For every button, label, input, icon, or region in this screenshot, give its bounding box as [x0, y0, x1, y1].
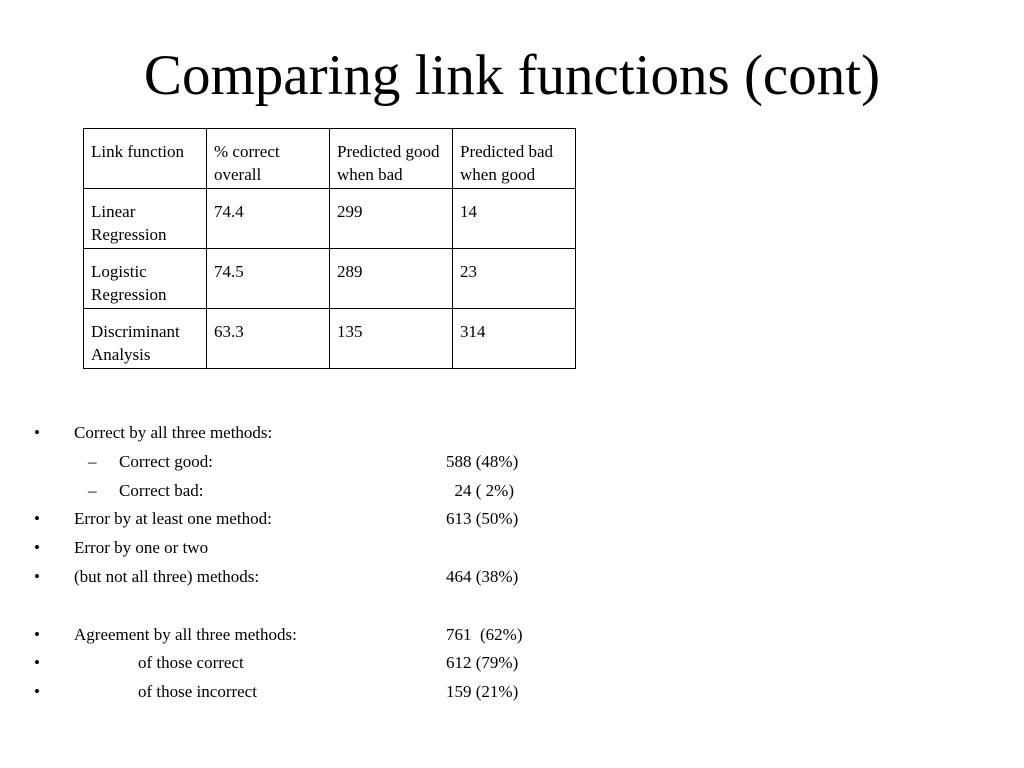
sub-bullet-item [0, 479, 1024, 508]
table-cell: 74.4 [207, 189, 330, 249]
bullet-label: Correct good: [119, 451, 213, 471]
table-header-cell: % correct overall [207, 129, 330, 189]
table-cell: 289 [330, 249, 453, 309]
sub-bullet-item [0, 450, 1024, 479]
table-cell: Linear Regression [84, 189, 207, 249]
bullet-item [0, 651, 1024, 680]
table-cell: 74.5 [207, 249, 330, 309]
table-header-cell: Predicted bad when good [453, 129, 576, 189]
table-cell: 63.3 [207, 309, 330, 369]
table-cell: Logistic Regression [84, 249, 207, 309]
bullet-value: 159 (21%) [446, 682, 519, 702]
table-header-row [84, 129, 576, 189]
bullet-label: of those correct [138, 653, 244, 673]
bullet-value: 24 ( 2%) [446, 480, 514, 500]
table-header-cell: Predicted good when bad [330, 129, 453, 189]
bullet-marker: • [34, 538, 40, 558]
table-cell: 135 [330, 309, 453, 369]
bullet-value: 761 (62%) [446, 624, 523, 644]
table-row [84, 249, 576, 309]
bullet-item [0, 536, 1024, 565]
bullet-value: 464 (38%) [446, 566, 519, 586]
table-row [84, 309, 576, 369]
bullet-item [0, 421, 1024, 450]
bullet-item [0, 680, 1024, 709]
sub-bullet-marker: – [88, 480, 97, 500]
bullet-value: 612 (79%) [446, 653, 519, 673]
bullet-marker: • [34, 653, 40, 673]
bullet-value: 588 (48%) [446, 451, 519, 471]
table-row [84, 189, 576, 249]
link-function-comparison-table [83, 128, 576, 369]
table-cell: Discriminant Analysis [84, 309, 207, 369]
bullet-label: Agreement by all three methods: [74, 624, 297, 644]
bullet-list [0, 421, 1024, 709]
bullet-item [0, 623, 1024, 652]
slide-title: Comparing link functions (cont) [143, 44, 881, 107]
bullet-item [0, 507, 1024, 536]
bullet-label: (but not all three) methods: [74, 566, 260, 586]
table-cell: 14 [453, 189, 576, 249]
bullet-label: of those incorrect [138, 682, 257, 702]
bullet-marker: • [34, 682, 40, 702]
bullet-marker: • [34, 624, 40, 644]
bullet-label: Error by at least one method: [74, 509, 272, 529]
bullet-marker: • [34, 509, 40, 529]
table-cell: 314 [453, 309, 576, 369]
bullet-item [0, 565, 1024, 594]
bullet-label: Correct bad: [119, 480, 204, 500]
bullet-value: 613 (50%) [446, 509, 519, 529]
blank-line [0, 594, 1024, 623]
bullet-marker: • [34, 423, 40, 442]
table-cell: 23 [453, 249, 576, 309]
bullet-label: Error by one or two [74, 538, 209, 558]
bullet-marker: • [34, 566, 40, 586]
table-cell: 299 [330, 189, 453, 249]
table-header-cell: Link function [84, 129, 207, 189]
sub-bullet-marker: – [88, 451, 97, 471]
bullet-label: Correct by all three methods: [74, 423, 273, 442]
